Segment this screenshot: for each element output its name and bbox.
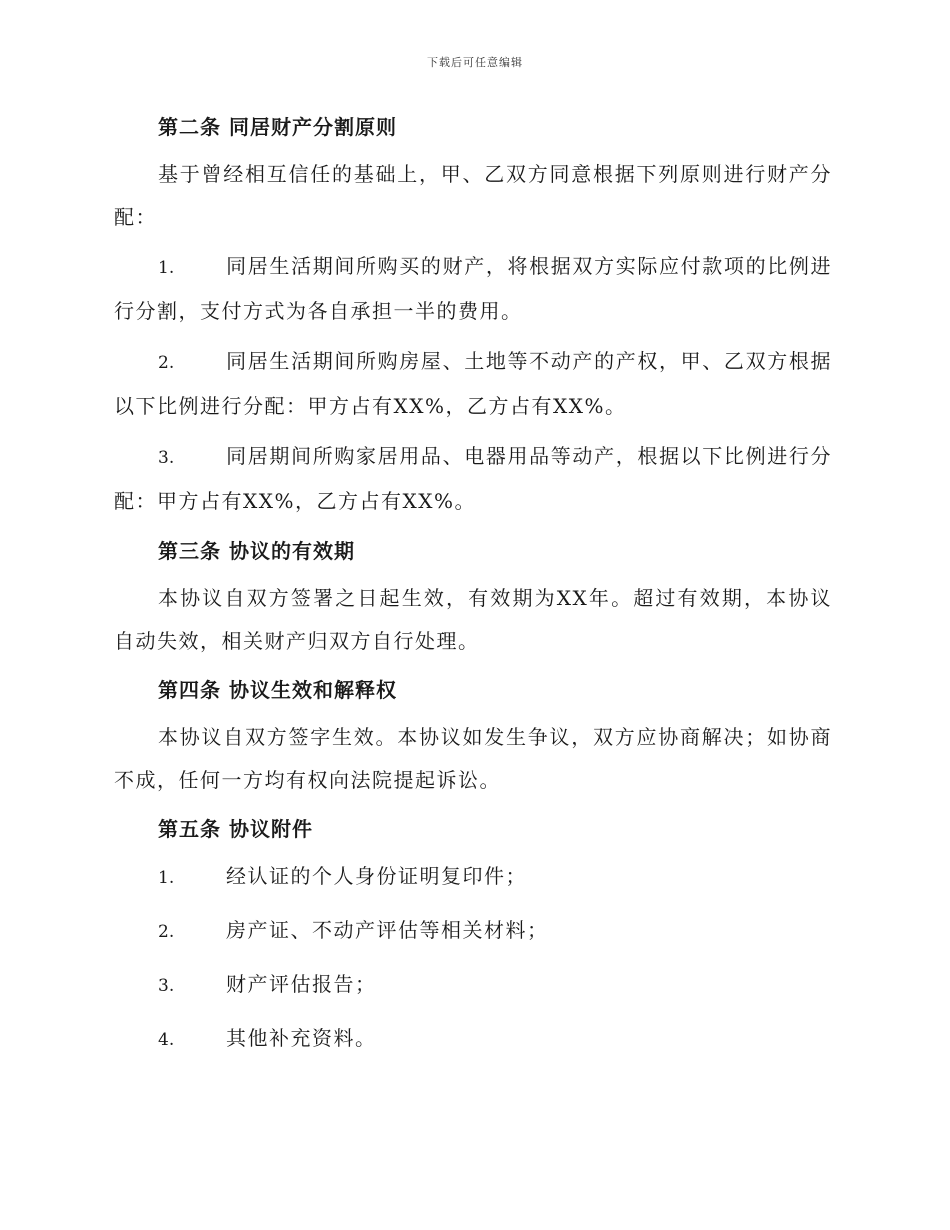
- attachment-number: 1.: [158, 868, 175, 888]
- section-4-body: 本协议自双方签字生效。本协议如发生争议，双方应协商解决；如协商不成，任何一方均有权向法院提起诉讼。: [114, 725, 832, 792]
- section-2-item: [114, 340, 832, 428]
- attachment-number: 3.: [158, 976, 175, 996]
- attachment-item: [114, 1017, 832, 1062]
- section-4-heading: 第四条 协议生效和解释权: [158, 678, 397, 702]
- section-2-item: [114, 245, 832, 333]
- section-2-item: [114, 435, 832, 523]
- attachment-number: 2.: [158, 922, 175, 942]
- item-text: 同居期间所购家居用品、电器用品等动产，根据以下比例进行分配：甲方占有XX%，乙方占有XX%。: [114, 444, 832, 513]
- item-number: 3.: [158, 448, 175, 468]
- section-3-body: 本协议自双方签署之日起生效，有效期为XX年。超过有效期，本协议自动失效，相关财产归双方自行处理。: [114, 586, 832, 653]
- item-number: 1.: [158, 258, 175, 278]
- attachment-item: [114, 909, 832, 954]
- document-body: [114, 106, 832, 1071]
- attachment-text: 财产评估报告；: [226, 972, 377, 996]
- section-3-heading: 第三条 协议的有效期: [158, 539, 355, 563]
- attachment-text: 房产证、不动产评估等相关材料；: [226, 918, 549, 942]
- attachment-text: 经认证的个人身份证明复印件；: [226, 864, 527, 888]
- section-2-heading: 第二条 同居财产分割原则: [158, 115, 397, 139]
- page-header-note: 下载后可任意编辑: [427, 56, 523, 69]
- section-5-heading: 第五条 协议附件: [158, 817, 313, 841]
- item-text: 同居生活期间所购房屋、土地等不动产的产权，甲、乙双方根据以下比例进行分配：甲方占有XX%，乙方占有XX%。: [114, 349, 832, 418]
- attachment-item: [114, 963, 832, 1008]
- item-number: 2.: [158, 353, 175, 373]
- section-2-intro: 基于曾经相互信任的基础上，甲、乙双方同意根据下列原则进行财产分配：: [114, 162, 832, 229]
- attachment-text: 其他补充资料。: [226, 1026, 377, 1050]
- attachment-item: [114, 855, 832, 900]
- item-text: 同居生活期间所购买的财产，将根据双方实际应付款项的比例进行分割，支付方式为各自承担一半的费用。: [114, 254, 832, 323]
- attachment-number: 4.: [158, 1030, 175, 1050]
